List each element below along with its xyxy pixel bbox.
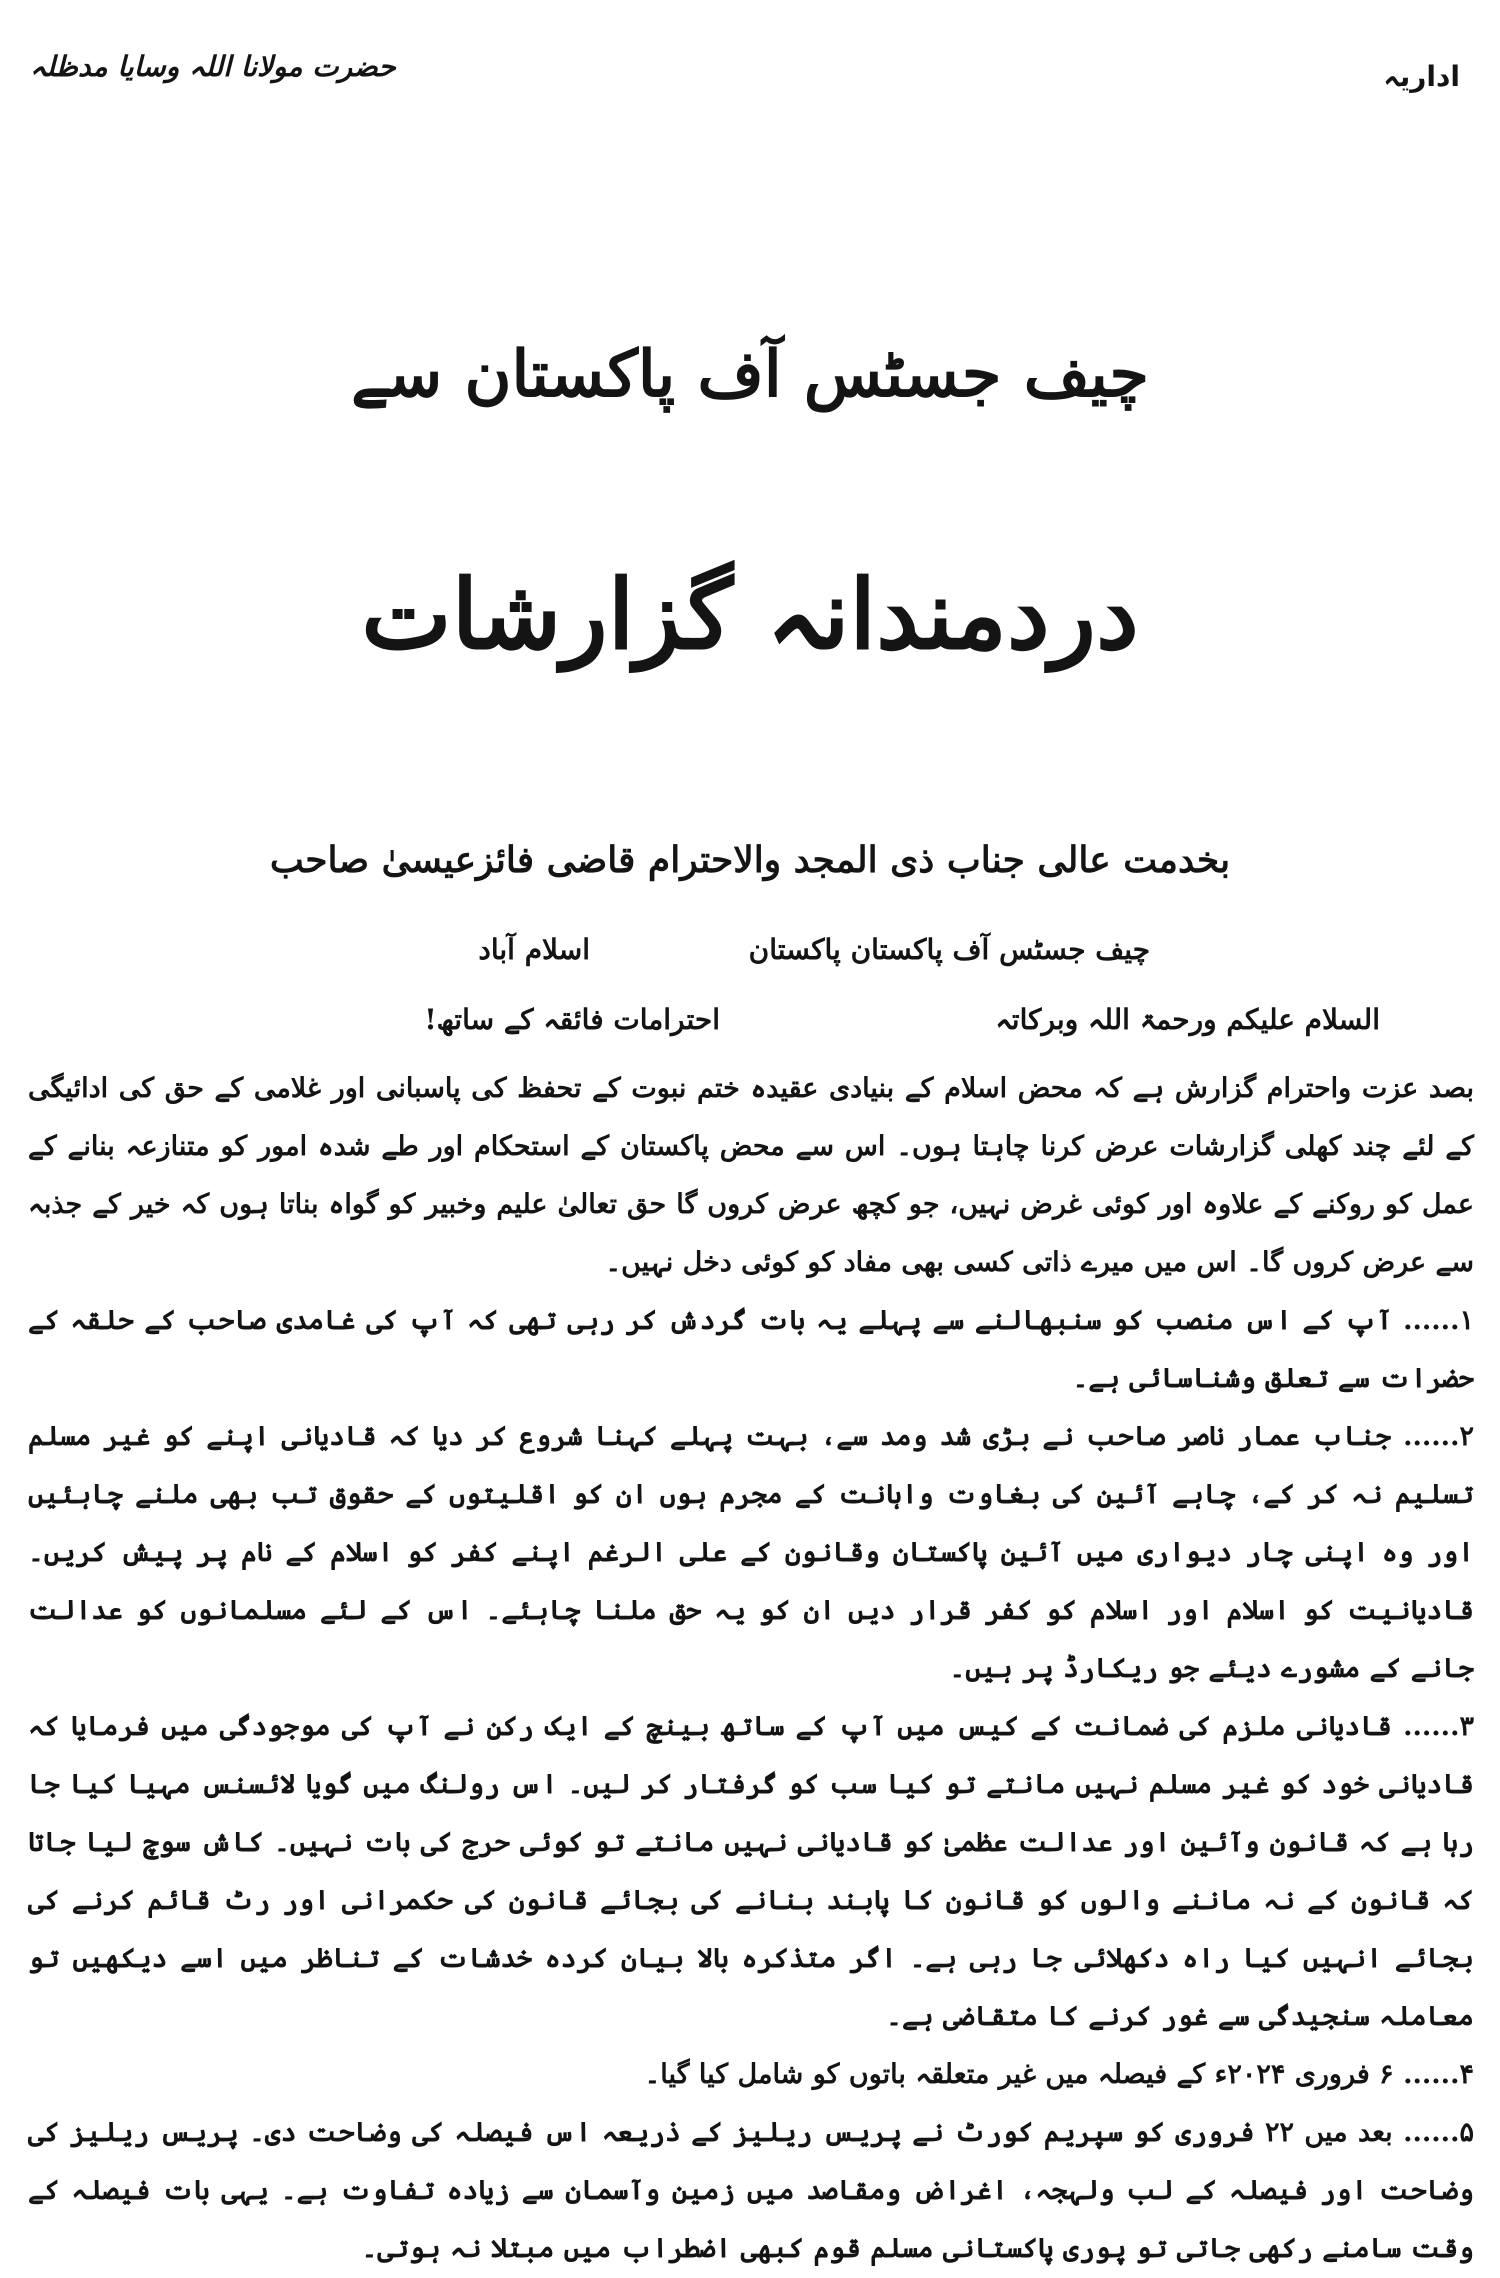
salutation-respect: احترامات فائقہ کے ساتھ! bbox=[424, 1003, 720, 1036]
paragraph-point-1: ۱...... آپ کے اس منصب کو سنبھالنے سے پہلے یہ بات گردش کر رہی تھی کہ آپ کی غامدی صاحب کے حلقہ کے حضرات سے تعلق وشناسائی ہے۔ bbox=[28, 1305, 1474, 1394]
section-name: اداریہ bbox=[1383, 60, 1460, 93]
paragraph-point-5: ۵...... بعد میں ۲۲ فروری کو سپریم کورٹ نے پریس ریلیز کے ذریعہ اس فیصلہ کی وضاحت دی۔ پریس ریلیز کی وضاحت اور فیصلہ کے لب ولہجہ، اغراض ومقاصد میں زمین وآسمان سے زیادہ تفاوت ہے۔ یہی بات فیصلہ کے وقت سامنے رکھی جاتی تو پوری پاکستانی مسلم قوم کبھی اضطراب میں مبتلا نہ ہوتی۔ bbox=[28, 2117, 1474, 2264]
article-title-line-1: چیف جسٹس آف پاکستان سے bbox=[351, 337, 1149, 412]
paragraph-point-3: ۳...... قادیانی ملزم کی ضمانت کے کیس میں آپ کے ساتھ بینچ کے ایک رکن نے آپ کی موجودگی میں فرمایا کہ قادیانی خود کو غیر مسلم نہیں مانتے تو کیا سب کو گرفتار کر لیں۔ اس رولنگ میں گویا لائسنس مہیا کیا جا رہا ہے کہ قانون وآئین اور عدالت عظمیٰ کو قادیانی نہیں مانتے تو کوئی حرج کی بات نہیں۔ کاش سوچ لیا جاتا کہ قانون کے نہ ماننے والوں کو قانون کا پابند بنانے کی بجائے قانون کی حکمرانی اور رٹ قائم کرنے کی بجائے انہیں کیا راہ دکھلائی جا رہی ہے۔ اگر متذکرہ بالا بیان کردہ خدشات کے تناظر میں اسے دیکھیں تو معاملہ سنجیدگی سے غور کرنے کا متقاضی ہے۔ bbox=[28, 1711, 1474, 2032]
addressee-city: اسلام آباد bbox=[478, 933, 590, 966]
paragraph-point-4: ۴...... ۶ فروری ۲۰۲۴ء کے فیصلہ میں غیر متعلقہ باتوں کو شامل کیا گیا۔ bbox=[644, 2059, 1474, 2090]
addressee-line: بخدمت عالی جناب ذی المجد والاحترام قاضی فائزعیسیٰ صاحب bbox=[269, 839, 1231, 881]
salutation-greeting: السلام علیکم ورحمۃ اللہ وبرکاتہ bbox=[995, 1003, 1380, 1036]
paragraph-intro: بصد عزت واحترام گزارش ہے کہ محض اسلام کے بنیادی عقیدہ ختم نبوت کے تحفظ کی پاسبانی اور غلامی کے حق کی ادائیگی کے لئے چند کھلی گزارشات عرض کرنا چاہتا ہوں۔ اس سے محض پاکستان کے استحکام اور طے شدہ امور کو متنازعہ بنانے کے عمل کو روکنے کے علاوہ اور کوئی غرض نہیں، جو کچھ عرض کروں گا حق تعالیٰ علیم وخبیر کو گواہ بناتا ہوں کہ خیر کے جذبہ سے عرض کروں گا۔ اس میں میرے ذاتی کسی بھی مفاد کو کوئی دخل نہیں۔ bbox=[28, 1073, 1474, 1278]
article-title-line-2: دردمندانہ گزارشات bbox=[361, 558, 1139, 671]
paragraph-point-2: ۲...... جناب عمار ناصر صاحب نے بڑی شد ومد سے، بہت پہلے کہنا شروع کر دیا کہ قادیانی اپنے کو غیر مسلم تسلیم نہ کر کے، چاہے آئین کی بغاوت واہانت کے مجرم ہوں ان کو اقلیتوں کے حقوق تب بھی ملنے چاہئیں اور وہ اپنی چار دیواری میں آئین پاکستان وقانون کے علی الرغم اپنے کفر کو اسلام کے نام پر پیش کریں۔ قادیانیت کو اسلام اور اسلام کو کفر قرار دیں ان کو یہ حق ملنا چاہئے۔ اس کے لئے مسلمانوں کو عدالت جانے کے مشورے دیئے جو ریکارڈ پر ہیں۔ bbox=[28, 1421, 1474, 1684]
author-name: حضرت مولانا اللہ وسایا مدظلہ bbox=[30, 50, 396, 83]
addressee-designation: چیف جسٹس آف پاکستان پاکستان bbox=[748, 933, 1150, 966]
article-body bbox=[28, 1060, 1474, 2278]
